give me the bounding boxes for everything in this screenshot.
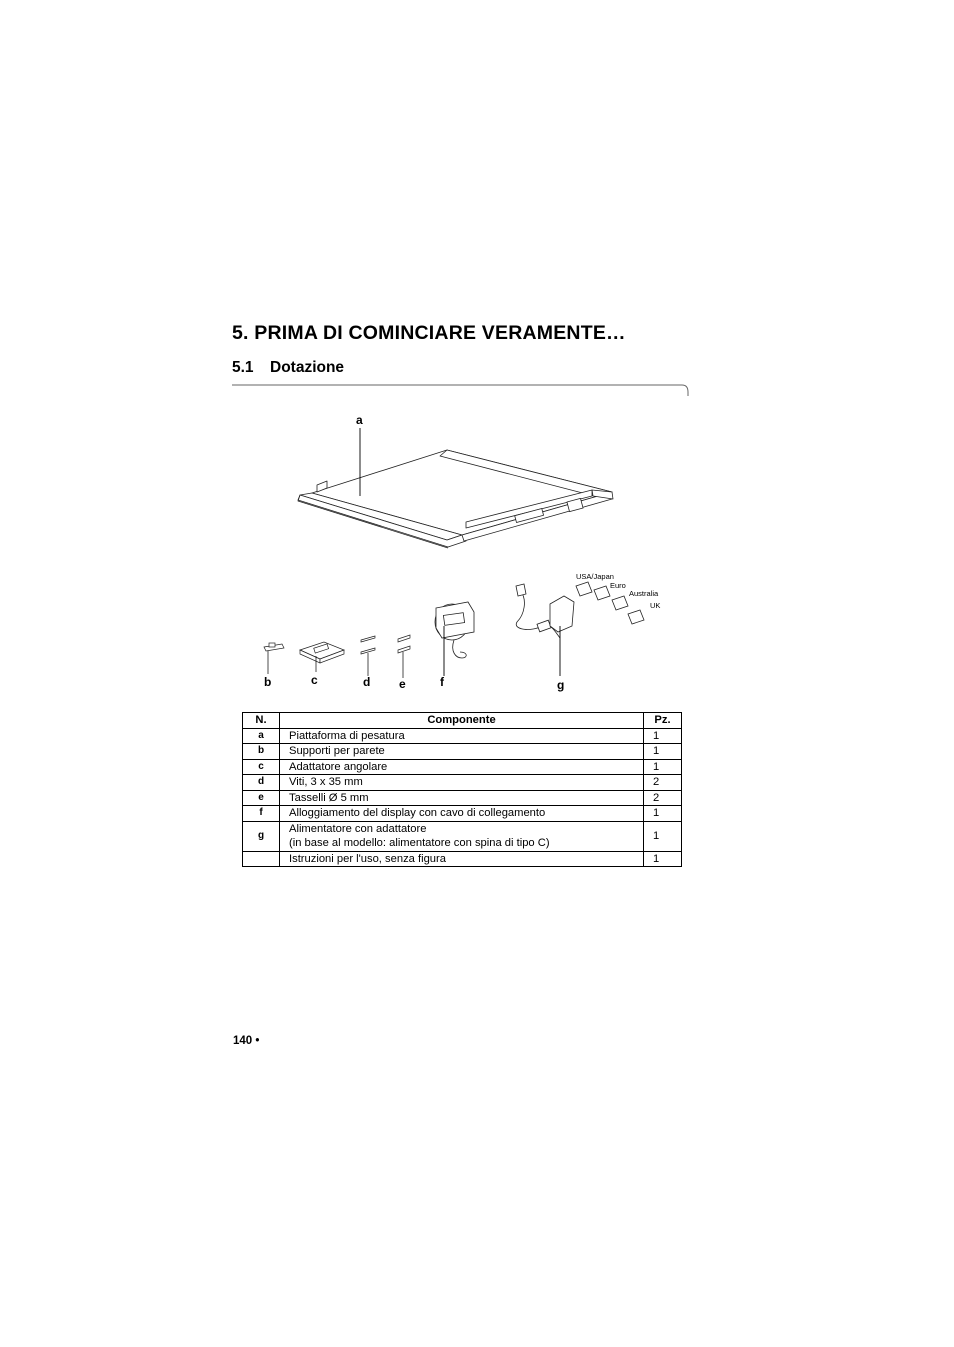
callout-f: f <box>440 675 444 689</box>
table-row <box>243 790 682 806</box>
row-id: d <box>243 775 280 791</box>
callout-c: c <box>311 673 318 687</box>
row-id: f <box>243 806 280 822</box>
row-component: Alloggiamento del display con cavo di collegamento <box>280 806 644 822</box>
corner-adapter-drawing <box>300 642 344 672</box>
platform-drawing <box>298 450 613 548</box>
adapter-label-uk: UK <box>650 601 661 610</box>
row-component-line2: (in base al modello: alimentatore con spina di tipo C) <box>289 837 550 849</box>
callout-b: b <box>264 675 272 689</box>
row-qty: 2 <box>644 775 682 791</box>
callout-d: d <box>363 675 371 689</box>
row-qty: 1 <box>644 851 682 867</box>
row-qty: 1 <box>644 821 682 851</box>
power-supply-drawing <box>516 582 644 638</box>
row-id: a <box>243 728 280 744</box>
adapter-label-australia: Australia <box>629 589 659 598</box>
table-row <box>243 744 682 760</box>
row-component: Supporti per parete <box>280 744 644 760</box>
adapter-label-usa-japan: USA/Japan <box>576 572 614 581</box>
col-header-quantity: Pz. <box>644 713 682 729</box>
row-qty: 1 <box>644 744 682 760</box>
col-header-number: N. <box>243 713 280 729</box>
table-header-row <box>243 713 682 729</box>
row-component: Tasselli Ø 5 mm <box>280 790 644 806</box>
row-qty: 2 <box>644 790 682 806</box>
screws-drawing <box>361 636 375 676</box>
table-row <box>243 759 682 775</box>
callout-g: g <box>557 678 565 692</box>
section-title: Dotazione <box>270 359 345 376</box>
row-component <box>280 821 644 851</box>
row-component: Adattatore angolare <box>280 759 644 775</box>
callout-a: a <box>356 413 363 427</box>
contents-table <box>242 712 682 867</box>
row-id: g <box>243 821 280 851</box>
table-row <box>243 821 682 851</box>
adapter-label-euro: Euro <box>610 581 626 590</box>
table-row <box>243 728 682 744</box>
table-row <box>243 775 682 791</box>
row-qty: 1 <box>644 806 682 822</box>
contents-illustration <box>232 400 692 700</box>
row-component-line1: Alimentatore con adattatore <box>289 822 427 835</box>
row-id <box>243 851 280 867</box>
row-qty: 1 <box>644 728 682 744</box>
row-id: c <box>243 759 280 775</box>
wall-bracket-drawing <box>264 643 284 674</box>
col-header-component: Componente <box>280 713 644 729</box>
table-row <box>243 806 682 822</box>
dowels-drawing <box>398 635 410 678</box>
section-heading <box>232 359 344 377</box>
callout-e: e <box>399 677 406 691</box>
row-id: e <box>243 790 280 806</box>
table-row <box>243 851 682 867</box>
display-housing-drawing <box>435 602 474 658</box>
page-number: 140 • <box>233 1035 260 1047</box>
row-qty: 1 <box>644 759 682 775</box>
row-component: Piattaforma di pesatura <box>280 728 644 744</box>
section-number: 5.1 <box>232 359 254 376</box>
row-id: b <box>243 744 280 760</box>
chapter-heading: 5. PRIMA DI COMINCIARE VERAMENTE… <box>232 322 626 344</box>
section-rule <box>232 384 689 396</box>
row-component: Istruzioni per l'uso, senza figura <box>280 851 644 867</box>
row-component: Viti, 3 x 35 mm <box>280 775 644 791</box>
